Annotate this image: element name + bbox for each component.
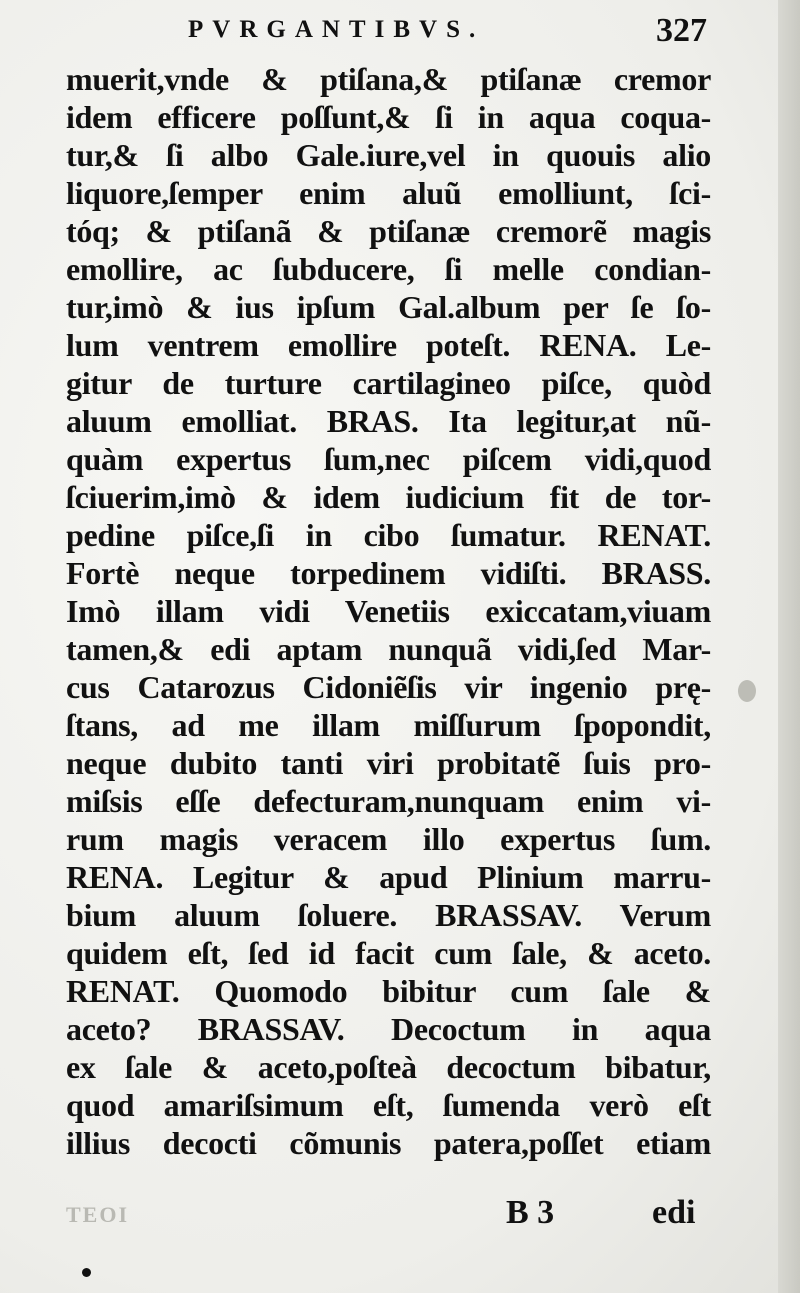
text-line: emollire, ac ſubducere, ſi melle condian- [66,251,711,287]
text-line: quàm expertus ſum,nec piſcem vidi,quod [66,441,711,477]
text-line: RENAT. Quomodo bibitur cum ſale & [66,973,711,1009]
ink-dot [82,1268,91,1277]
text-line: quidem eſt, ſed id facit cum ſale, & aceto. [66,935,711,971]
text-line: liquore,ſemper enim aluũ emolliunt, ſci- [66,175,711,211]
text-line: rum magis veracem illo expertus ſum. [66,821,711,857]
text-line: tur,& ſi albo Gale.iure,vel in quouis alio [66,137,711,173]
text-line: aceto? BRASSAV. Decoctum in aqua [66,1011,711,1047]
text-line: Imò illam vidi Venetiis exiccatam,viuam [66,593,711,629]
text-line: illius decocti cõmunis patera,poſſet etiam [66,1125,711,1161]
text-line: muerit,vnde & ptiſana,& ptiſanæ cremor [66,61,711,97]
ink-smudge [738,680,756,702]
text-line: cus Catarozus Cidoniẽſis vir ingenio prę- [66,669,711,705]
text-line: neque dubito tanti viri probitatẽ ſuis pro- [66,745,711,781]
text-line: tur,imò & ius ipſum Gal.album per ſe ſo- [66,289,711,325]
bleed-through-text: TEOI [66,1202,130,1227]
text-line: gitur de turture cartilagineo piſce, quòd [66,365,711,401]
text-line: ſciuerim,imò & idem iudicium fit de tor- [66,479,711,515]
text-line: ſtans, ad me illam miſſurum ſpopondit, [66,707,711,743]
catchword: edi [652,1194,696,1231]
text-line: bium aluum ſoluere. BRASSAV. Verum [66,897,711,933]
page-header [70,6,710,54]
text-line: idem efficere poſſunt,& ſi in aqua coqua- [66,99,711,135]
page-number: 327 [656,12,707,49]
text-line: aluum emolliat. BRAS. Ita legitur,at nũ- [66,403,711,439]
text-line: Fortè neque torpedinem vidiſti. BRASS. [66,555,711,591]
text-line: RENA. Legitur & apud Plinium marru- [66,859,711,895]
text-line: quod amariſsimum eſt, ſumenda verò eſt [66,1087,711,1123]
signature-mark: B 3 [506,1194,555,1231]
text-line: pedine piſce,ſi in cibo ſumatur. RENAT. [66,517,711,553]
text-line: miſsis eſſe defecturam,nunquam enim vi- [66,783,711,819]
text-line: tóq; & ptiſanã & ptiſanæ cremorẽ magis [66,213,711,249]
text-line: ex ſale & aceto,poſteà decoctum bibatur, [66,1049,711,1085]
running-head: PVRGANTIBVS. [188,16,485,43]
text-line: lum ventrem emollire poteſt. RENA. Le- [66,327,711,363]
page-footer [66,1194,711,1234]
body-text [66,60,711,1162]
page-gutter-shadow [778,0,800,1293]
text-line: tamen,& edi aptam nunquã vidi,ſed Mar- [66,631,711,667]
